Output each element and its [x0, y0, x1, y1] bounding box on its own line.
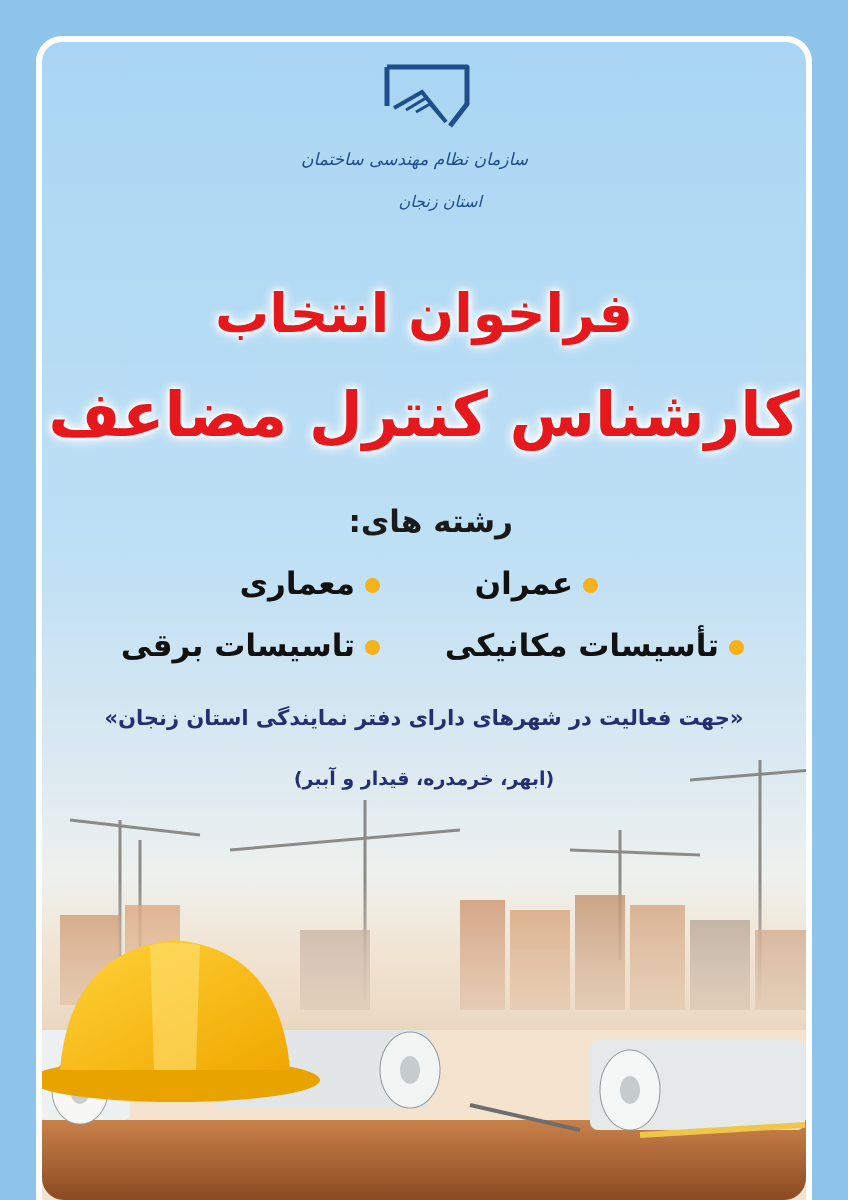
- field-item-electrical: [121, 628, 380, 664]
- bullet-dot-icon: [365, 578, 380, 593]
- bullet-dot-icon: [365, 640, 380, 655]
- field-item-civil: [475, 566, 598, 602]
- activity-note: «جهت فعالیت در شهرهای دارای دفتر نمایندگی استان زنجان»: [104, 706, 744, 730]
- cities-note: (ابهر، خرمدره، قیدار و آببر): [293, 768, 555, 790]
- field-label: تاسیسات برقی: [120, 628, 355, 664]
- field-label: تأسیسات مکانیکی: [444, 628, 719, 664]
- field-item-architecture: [240, 566, 380, 602]
- field-label: عمران: [474, 566, 573, 602]
- org-province: استان زنجان: [398, 192, 482, 211]
- headline-role: کارشناس کنترل مضاعف: [48, 378, 800, 451]
- bullet-dot-icon: [583, 578, 598, 593]
- fields-heading: رشته های:: [348, 504, 513, 540]
- headline-call: فراخوان انتخاب: [215, 282, 633, 345]
- field-label: معماری: [239, 566, 355, 602]
- building-roofs-icon: [384, 64, 470, 130]
- org-name: سازمان نظام مهندسی ساختمان: [301, 150, 528, 170]
- field-item-mechanical: [445, 628, 744, 664]
- bullet-dot-icon: [729, 640, 744, 655]
